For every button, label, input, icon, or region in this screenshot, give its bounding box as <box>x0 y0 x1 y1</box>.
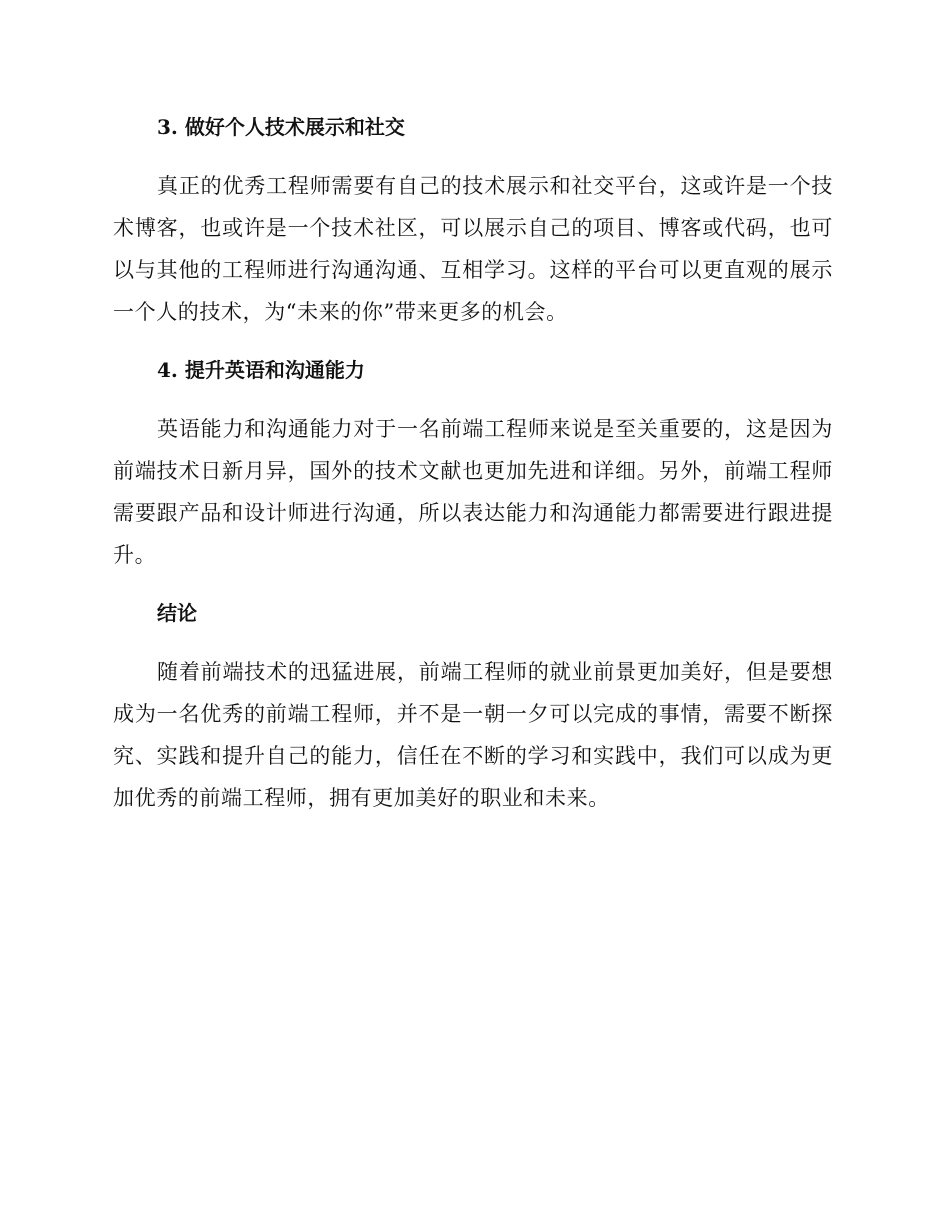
section-paragraph-showcase: 真正的优秀工程师需要有自己的技术展示和社交平台，这或许是一个技术博客，也或许是一个技术社区，可以展示自己的项目、博客或代码，也可以与其他的工程师进行沟通沟通、互相学习。这样的平台可以更直观的展示一个人的技术，为“未来的你”带来更多的机会。 <box>113 174 833 324</box>
section-paragraph-english: 英语能力和沟通能力对于一名前端工程师来说是至关重要的，这是因为前端技术日新月异，国外的技术文献也更加先进和详细。另外，前端工程师需要跟产品和设计师进行沟通，所以表达能力和沟通能力都需要进行跟进提升。 <box>113 417 833 567</box>
document-body <box>113 111 833 840</box>
section-heading-showcase: 3. 做好个人技术展示和社交 <box>157 115 405 139</box>
section-heading-conclusion: 结论 <box>157 601 197 625</box>
section-heading-english: 4. 提升英语和沟通能力 <box>157 358 365 382</box>
section-paragraph-conclusion: 随着前端技术的迅猛进展，前端工程师的就业前景更加美好，但是要想成为一名优秀的前端工程师，并不是一朝一夕可以完成的事情，需要不断探究、实践和提升自己的能力，信任在不断的学习和实践中，我们可以成为更加优秀的前端工程师，拥有更加美好的职业和未来。 <box>113 660 833 810</box>
